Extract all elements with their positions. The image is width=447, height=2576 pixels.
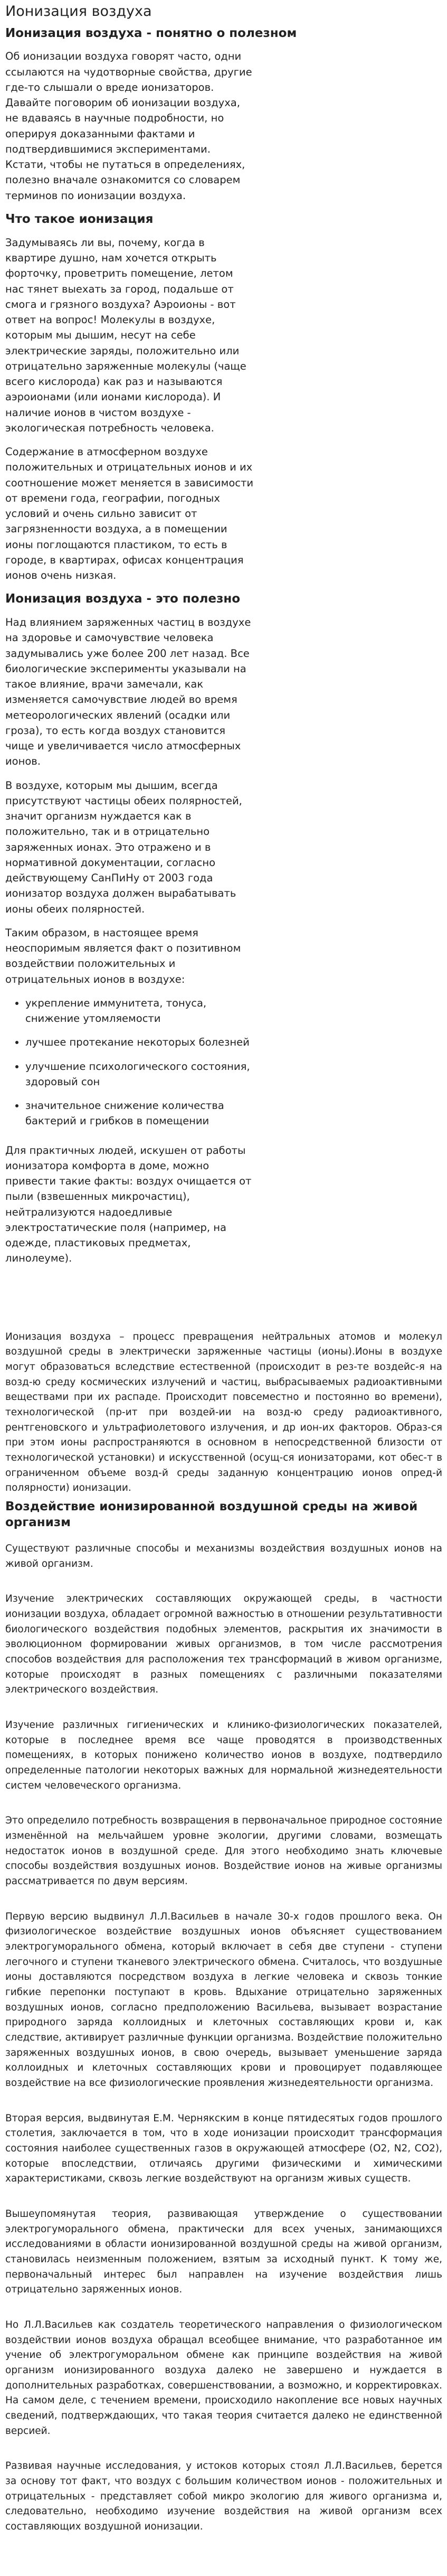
benefit-item: • улучшение психологического состояния, здоровый сон (25, 1059, 253, 1090)
impact-paragraph-3: Изучение различных гигиенических и клинико-физиологических показателей, которые в последнее время все чаще проводятся в производственных помещениях, в которых понижено количество ионов в воздухе, подтвердило определенные патологии некоторых важных для нормальной жизнедеятельности систем человеческого организма. (5, 1719, 442, 1791)
impact-paragraph-4: Это определило потребность возвращения в первоначальное природное состояние изменённой на мельчайшем уровне экологии, другими словами, возмещать недостаток ионов в воздушной среде. Для этого необходимо знать ключевые способы воздействия воздушных ионов. Воздействие ионов на живые организмы рассматривается по двум версиям. (5, 1815, 442, 1887)
practice-block (5, 1143, 253, 1266)
impact-paragraph-7: Вышеупомянутая теория, развивающая утверждение о существовании электрогуморального обмена, практически для всех ученых, занимающихся исследованиями в области ионизированной воздушной среды на живой организм, становилась неизменным положением, взятым за исходный пункт. К тому же, первоначальный интерес был направлен на изучение воздействия лишь отрицательно заряженных ионов. (5, 2208, 442, 2296)
page-title: Ионизация воздуха (5, 3, 152, 20)
what-is-paragraph-2: Содержание в атмосферном воздухе положительных и отрицательных ионов и их соотношение может меняется в зависимости от времени года, географии, погодных условий и очень сильно зависит от загрязненности воздуха, а в помещении ионы поглощаются пластиком, то есть в городе, в квартирах, офисах концентрация ионов очень низкая. (5, 446, 253, 582)
benefit-item: • значительное снижение количества бактерий и грибков в помещении (25, 1098, 253, 1129)
impact-paragraph-8: Но Л.Л.Васильев как создатель теоретического направления о физиологическом воздействии ионов воздуха обращал всеобщее внимание, что разработанное им учение об электрогуморальном обмене как принципе воздействия на живой организм ионизированного воздуха далеко не завершено и нуждается в дополнительных разработках, совершенствовании, а возможно, и корректировках. На самом деле, с течением времени, происходило накопление все новых научных сведений, подтверждающих, что такая теория считается далеко не единственной версией. (5, 2319, 442, 2437)
useful-paragraph-3: Таким образом, в настоящее время неоспоримым является факт о позитивном воздействии положительных и отрицательных ионов в воздухе: (5, 926, 241, 985)
heading-useful: Ионизация воздуха - это полезно (5, 592, 241, 606)
benefit-item: • лучшее протекание некоторых болезней (25, 1035, 253, 1050)
impact-paragraph-9: Развивая научные исследования, у истоков которых стоял Л.Л.Васильев, берется за основу тот факт, что воздух с большим количеством ионов - положительных и отрицательных - представляет собой микро экологию для живого организма и, следовательно, необходимо изучение воздействия на живой организм всех составляющих воздушной ионизации. (5, 2460, 442, 2533)
blank-space (5, 1275, 443, 1330)
impact-paragraph-6: Вторая версия, выдвинутая Е.М. Чернякским в конце пятидесятых годов прошлого столетия, заключается в том, что в ходе ионизации происходит трансформация состояния наиболее существенных газов в окружающей атмосфере (O2, N2, CO2), которые впоследствии, отличаясь другими физическими и химическими характеристиками, сквозь легкие воздействуют на организм живых существ. (5, 2112, 442, 2185)
impact-section (5, 1499, 443, 2535)
what-is-paragraph-1: Задумываясь ли вы, почему, когда в квартире душно, нам хочется открыть форточку, проветрить помещение, летом нас тянет выехать за город, подальше от смога и грязного воздуха? Аэроионы - вот ответ на вопрос! Молекулы в воздухе, которым мы дышим, несут на себе электрические заряды, положительно или отрицательно заряженные молекулы (чаще всего кислорода) как раз и называются аэроионами (или ионами кислорода). И наличие ионов в чистом воздухе - экологическая потребность человека. (5, 236, 246, 434)
benefit-item: • укрепление иммунитета, тонуса, снижение утомляемости (25, 995, 253, 1027)
impact-paragraph-5: Первую версию выдвинул Л.Л.Васильев в начале 30-х годов прошлого века. Он физиологическое воздействие воздушных ионов объясняет существованием электрогуморального обмена, который включает в себя две ступени - ступени легочного и ступени тканевого электрического обмена. Считалось, что воздушные ионы доставляются посредством воздуха в легкие человека и сквозь тонкие гибкие перепонки поступают в кровь. Вдыхание отрицательно заряженных воздушных ионов, согласно предположению Васильева, вызывает возрастание природного заряда коллоидных и клеточных составляющих крови и, как следствие, активирует различные функции организма. Воздействие положительно заряженных воздушных ионов, в свою очередь, вызывает уменьшение заряда коллоидных и клеточных составляющих крови и провоцирует подавляющее воздействие на все физиологические проявления жизнедеятельности организма. (5, 1911, 442, 2089)
heading-impact: Воздействие ионизированной воздушной среды на живой организм (5, 1500, 418, 1529)
useful-paragraph-1: Над влиянием заряженных частиц в воздухе на здоровье и самочувствие человека задумывались уже более 200 лет назад. Все биологические эксперименты указывали на такое влияние, врачи замечали, как изменяется самочувствие людей во время метеорологических явлений (осадки или гроза), то есть когда воздух становится чище и увеличивается число атмосферных ионов. (5, 616, 251, 768)
practice-paragraph: Для практичных людей, искушен от работы ионизатора комфорта в доме, можно привести такие факты: воздух очищается от пыли (взвешенных микрочастиц), нейтрализуются надоедливые электростатические поля (например, на одежде, пластиковых предметах, линолеуме). (5, 1144, 252, 1265)
useful-paragraph-2: В воздухе, которым мы дышим, всегда присутствуют частицы обеих полярностей, значит организм нуждается как в положительно, так и в отрицательно заряженных ионах. Это отражено и в нормативной документации, согласно действующему СанПиНу от 2003 года ионизатор воздуха должен вырабатывать ионы обеих полярностей. (5, 779, 242, 915)
intro-block (5, 49, 253, 203)
benefits-list (5, 995, 253, 1129)
heading-main: Ионизация воздуха - понятно о полезном (5, 26, 297, 40)
useful-block (5, 615, 253, 987)
impact-paragraph-2: Изучение электрических составляющих окружающей среды, в частности ионизации воздуха, обладает огромной важностью в отношении результативности биологического воздействия подобных элементов, раскрытия их значимости в эволюционном формировании живых организмов, в том числе рассмотрения способов воздействия для расположения тех трансформаций в живом организме, которые происходят в разных помещениях с различными показателями электрического воздействия. (5, 1593, 442, 1696)
what-is-block (5, 235, 253, 584)
process-paragraph: Ионизация воздуха – процесс превращения нейтральных атомов и молекул воздушной среды в электрически заряженные частицы (ионы).Ионы в воздухе могут образоваться вследствие естественной (происходит в рез-те воздейс-я на возд-ю среду космических излучений и частиц, выбрасываемых радиоактивными веществами при их распаде. Происходит повсеместно и постоянно во времени), технологической (пр-ит при воздей-ии на возд-ю среду радиоактивного, рентгеновского и ультрафиолетового излучения, и др ион-их факторов. Образ-ся при этом ионы распространяются в основном в непосредственной близости от технологической установки) и искусственной (осущ-ся ионизаторами, кот обес-т в ограниченном объеме возд-й среды заданную концентрацию ионов опред-й полярности) ионизации. (5, 1331, 442, 1494)
impact-paragraph-1: Существуют различные способы и механизмы воздействия воздушных ионов на живой организм. (5, 1543, 442, 1569)
process-section (5, 1330, 443, 1496)
intro-paragraph: Об ионизации воздуха говорят часто, одни ссылаются на чудотворные свойства, другие где-то слышали о вреде ионизаторов. Давайте поговорим об ионизации воздуха, не вдаваясь в научные подробности, но оперируя доказанными фактами и подтвердившимися экспериментами. Кстати, чтобы не путаться в определениях, полезно вначале ознакомится со словарем терминов по ионизации воздуха. (5, 50, 252, 202)
heading-what-is: Что такое ионизация (5, 212, 154, 226)
